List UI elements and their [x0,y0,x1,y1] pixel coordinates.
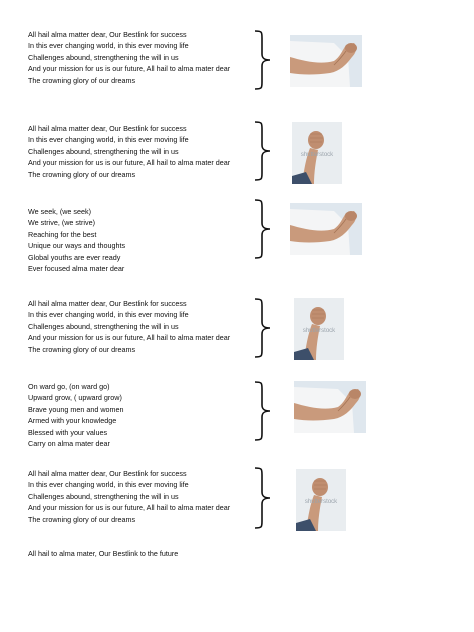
lyric-line: Reaching for the best [28,229,97,239]
raised-fist-photo [296,469,346,531]
lyric-line: The crowning glory of our dreams [28,169,136,179]
stanza-text [28,298,230,355]
lyric-line: All hail alma matter dear, Our Bestlink for success [28,299,187,308]
curly-brace-icon [254,467,272,534]
arm-fist-photo [290,35,362,87]
curly-brace-icon [254,199,272,264]
lyric-line: Challenges abound, strengthening the will in us [28,491,179,501]
arm-fist-photo [290,203,362,255]
arm-fist-photo [294,381,366,433]
lyric-line: All hail alma matter dear, Our Bestlink for success [28,469,187,478]
stanza-text [28,29,230,86]
curly-brace-icon [254,381,272,446]
lyric-line: Carry on alma mater dear [28,439,110,449]
lyric-line: Unique our ways and thoughts [28,241,126,251]
stanza-text [28,468,230,525]
lyric-line: In this ever changing world, in this ever moving life [28,480,189,490]
lyric-line: Armed with your knowledge [28,416,117,426]
lyric-line: And your mission for us is our future, All hail to alma mater dear [28,503,231,513]
lyric-line: And your mission for us is our future, All hail to alma mater dear [28,333,231,343]
lyric-line: The crowning glory of our dreams [28,514,136,524]
lyric-line: And your mission for us is our future, All hail to alma mater dear [28,158,231,168]
lyric-line: In this ever changing world, in this ever moving life [28,310,189,320]
lyric-line: All hail alma matter dear, Our Bestlink for success [28,30,187,39]
raised-fist-photo [294,298,344,360]
stanza-text [28,123,230,180]
closing-line: All hail to alma mater, Our Bestlink to the future [28,549,179,558]
lyric-line: Brave young men and women [28,404,124,414]
lyric-line: Blessed with your values [28,427,108,437]
lyric-line: The crowning glory of our dreams [28,75,136,85]
lyric-line: Challenges abound, strengthening the will in us [28,146,179,156]
curly-brace-icon [254,298,272,363]
watermark-text: shutterstock [300,152,334,158]
watermark-text: shutterstock [302,328,336,334]
raised-fist-photo [292,122,342,184]
stanza-text [28,206,125,274]
lyric-line: Challenges abound, strengthening the will in us [28,321,179,331]
lyric-line: Upward grow, ( upward grow) [28,393,122,403]
watermark-text: shutterstock [304,499,338,505]
lyric-line: In this ever changing world, in this ever moving life [28,41,189,51]
lyric-line: Ever focused alma mater dear [28,264,125,274]
stanza-text [28,381,124,449]
lyric-line: We seek, (we seek) [28,207,91,216]
lyric-line: And your mission for us is our future, All hail to alma mater dear [28,64,231,74]
curly-brace-icon [254,121,272,186]
lyric-line: Challenges abound, strengthening the will in us [28,52,179,62]
lyric-line: We strive, (we strive) [28,218,95,228]
lyric-line: The crowning glory of our dreams [28,344,136,354]
lyric-line: On ward go, (on ward go) [28,382,110,391]
lyric-line: Global youths are ever ready [28,252,121,262]
curly-brace-icon [254,30,272,95]
lyric-line: In this ever changing world, in this ever moving life [28,135,189,145]
lyric-line: All hail alma matter dear, Our Bestlink for success [28,124,187,133]
